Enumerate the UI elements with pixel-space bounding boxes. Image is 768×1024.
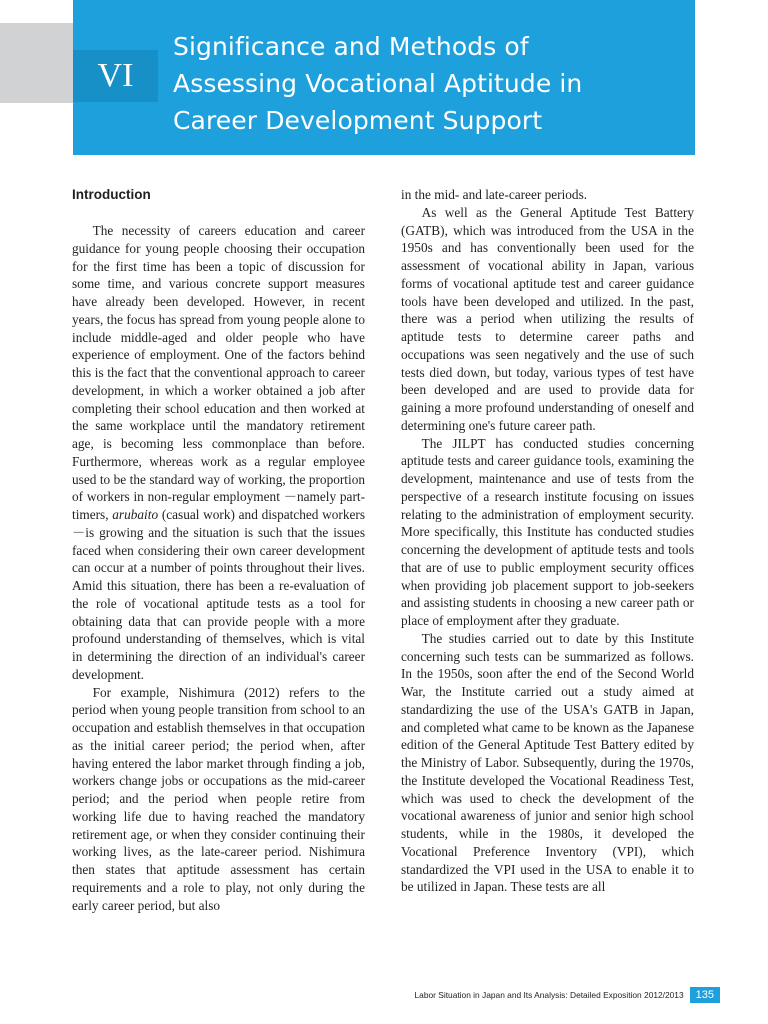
paragraph: For example, Nishimura (2012) refers to the period when young people transition from school to an occupation and establish themselves in that occupation as the initial career period; the period when, after having entered the labor market through finding a job, workers change jobs or occupations as the mid-career period; and the period when people retire from working life due to having reached the mandatory retirement age, or when they consider continuing their working lives, as the late-career period. Nishimura then states that aptitude assessment has certain requirements and a role to play, not only during the early career period, but also xyxy=(72,684,365,913)
paragraph: As well as the General Aptitude Test Battery (GATB), which was introduced from the USA in the 1950s and has conventionally been used for the assessment of vocational ability in Japan, various forms of vocational aptitude test and career guidance tools have been developed and utilized. In the past, there was a period when utilizing the results of aptitude tests to determine career paths and occupations was seen negatively and the use of such tests died down, but today, various types of test have been developed and are used to provide data for gaining a more profound understanding of oneself and determining one's future career path. xyxy=(401,204,694,433)
title-line-2: Assessing Vocational Aptitude in xyxy=(173,69,583,98)
section-heading-introduction: Introduction xyxy=(72,187,151,202)
publication-title: Labor Situation in Japan and Its Analysis: Detailed Exposition 2012/2013 xyxy=(414,990,684,1000)
paragraph-continuation: in the mid- and late-career periods. xyxy=(401,187,588,202)
paragraph: The JILPT has conducted studies concerning aptitude tests and career guidance tools, examining the development, maintenance and use of tests from the perspective of a research institute focusing on issues relating to the administration of employment security. More specifically, this Institute has conducted studies concerning the development of aptitude tests and tools that are of use to public employment security offices when providing job placement support to job-seekers and assisting students in choosing a new career path or place of employment after they graduate. xyxy=(401,435,694,628)
page-footer xyxy=(415,987,720,1003)
chapter-number: VI xyxy=(73,50,158,102)
right-column xyxy=(401,186,694,896)
left-column xyxy=(72,186,365,914)
italic-term: arubaito xyxy=(112,507,159,522)
title-line-3: Career Development Support xyxy=(173,106,543,135)
chapter-gray-band xyxy=(0,23,73,103)
paragraph: The studies carried out to date by this Institute concerning such tests can be summarized as follows. In the 1950s, soon after the end of the Second World War, the Institute carried out a study aimed at standardizing the use of the USA's GATB in Japan, and completed what came to be known as the Japanese edition of the General Aptitude Test Battery edited by the Ministry of Labor. Subsequently, during the 1970s, the Institute developed the Vocational Readiness Test, which was used to check the development of the vocational awareness of junior and senior high school students, while in the 1980s, it developed the Vocational Preference Inventory (VPI), which standardized the VPI used in the USA to enable it to be utilized in Japan. These tests are all xyxy=(401,630,694,895)
paragraph-text: (casual work) and dispatched workers－is growing and the situation is such that the issues faced when considering their own career development can occur at a number of points throughout their lives. Amid this situation, there has been a re-evaluation of the role of vocational aptitude tests as a tool for obtaining data that can provide people with a more profound understanding of themselves, which is vital in determining the direction of an individual's career development. xyxy=(72,507,365,682)
page-title xyxy=(173,28,683,139)
title-line-1: Significance and Methods of xyxy=(173,32,529,61)
paragraph-text: The necessity of careers education and career guidance for young people choosing their occupation for the first time has been a topic of discussion for some time, and various concrete support measures have already been developed. However, in recent years, the focus has spread from young people alone to include middle-aged and older people who have experience of employment. One of the factors behind this is the fact that the conventional approach to career development, in which a worker obtained a job after completing their school education and then worked at the same workplace until the mandatory retirement age, is becoming less commonplace than before. Furthermore, whereas work as a regular employee used to be the standard way of working, the proportion of workers in non-regular employment －namely part-timers, xyxy=(72,223,365,522)
paragraph xyxy=(72,222,365,684)
page-number: 135 xyxy=(690,987,720,1003)
